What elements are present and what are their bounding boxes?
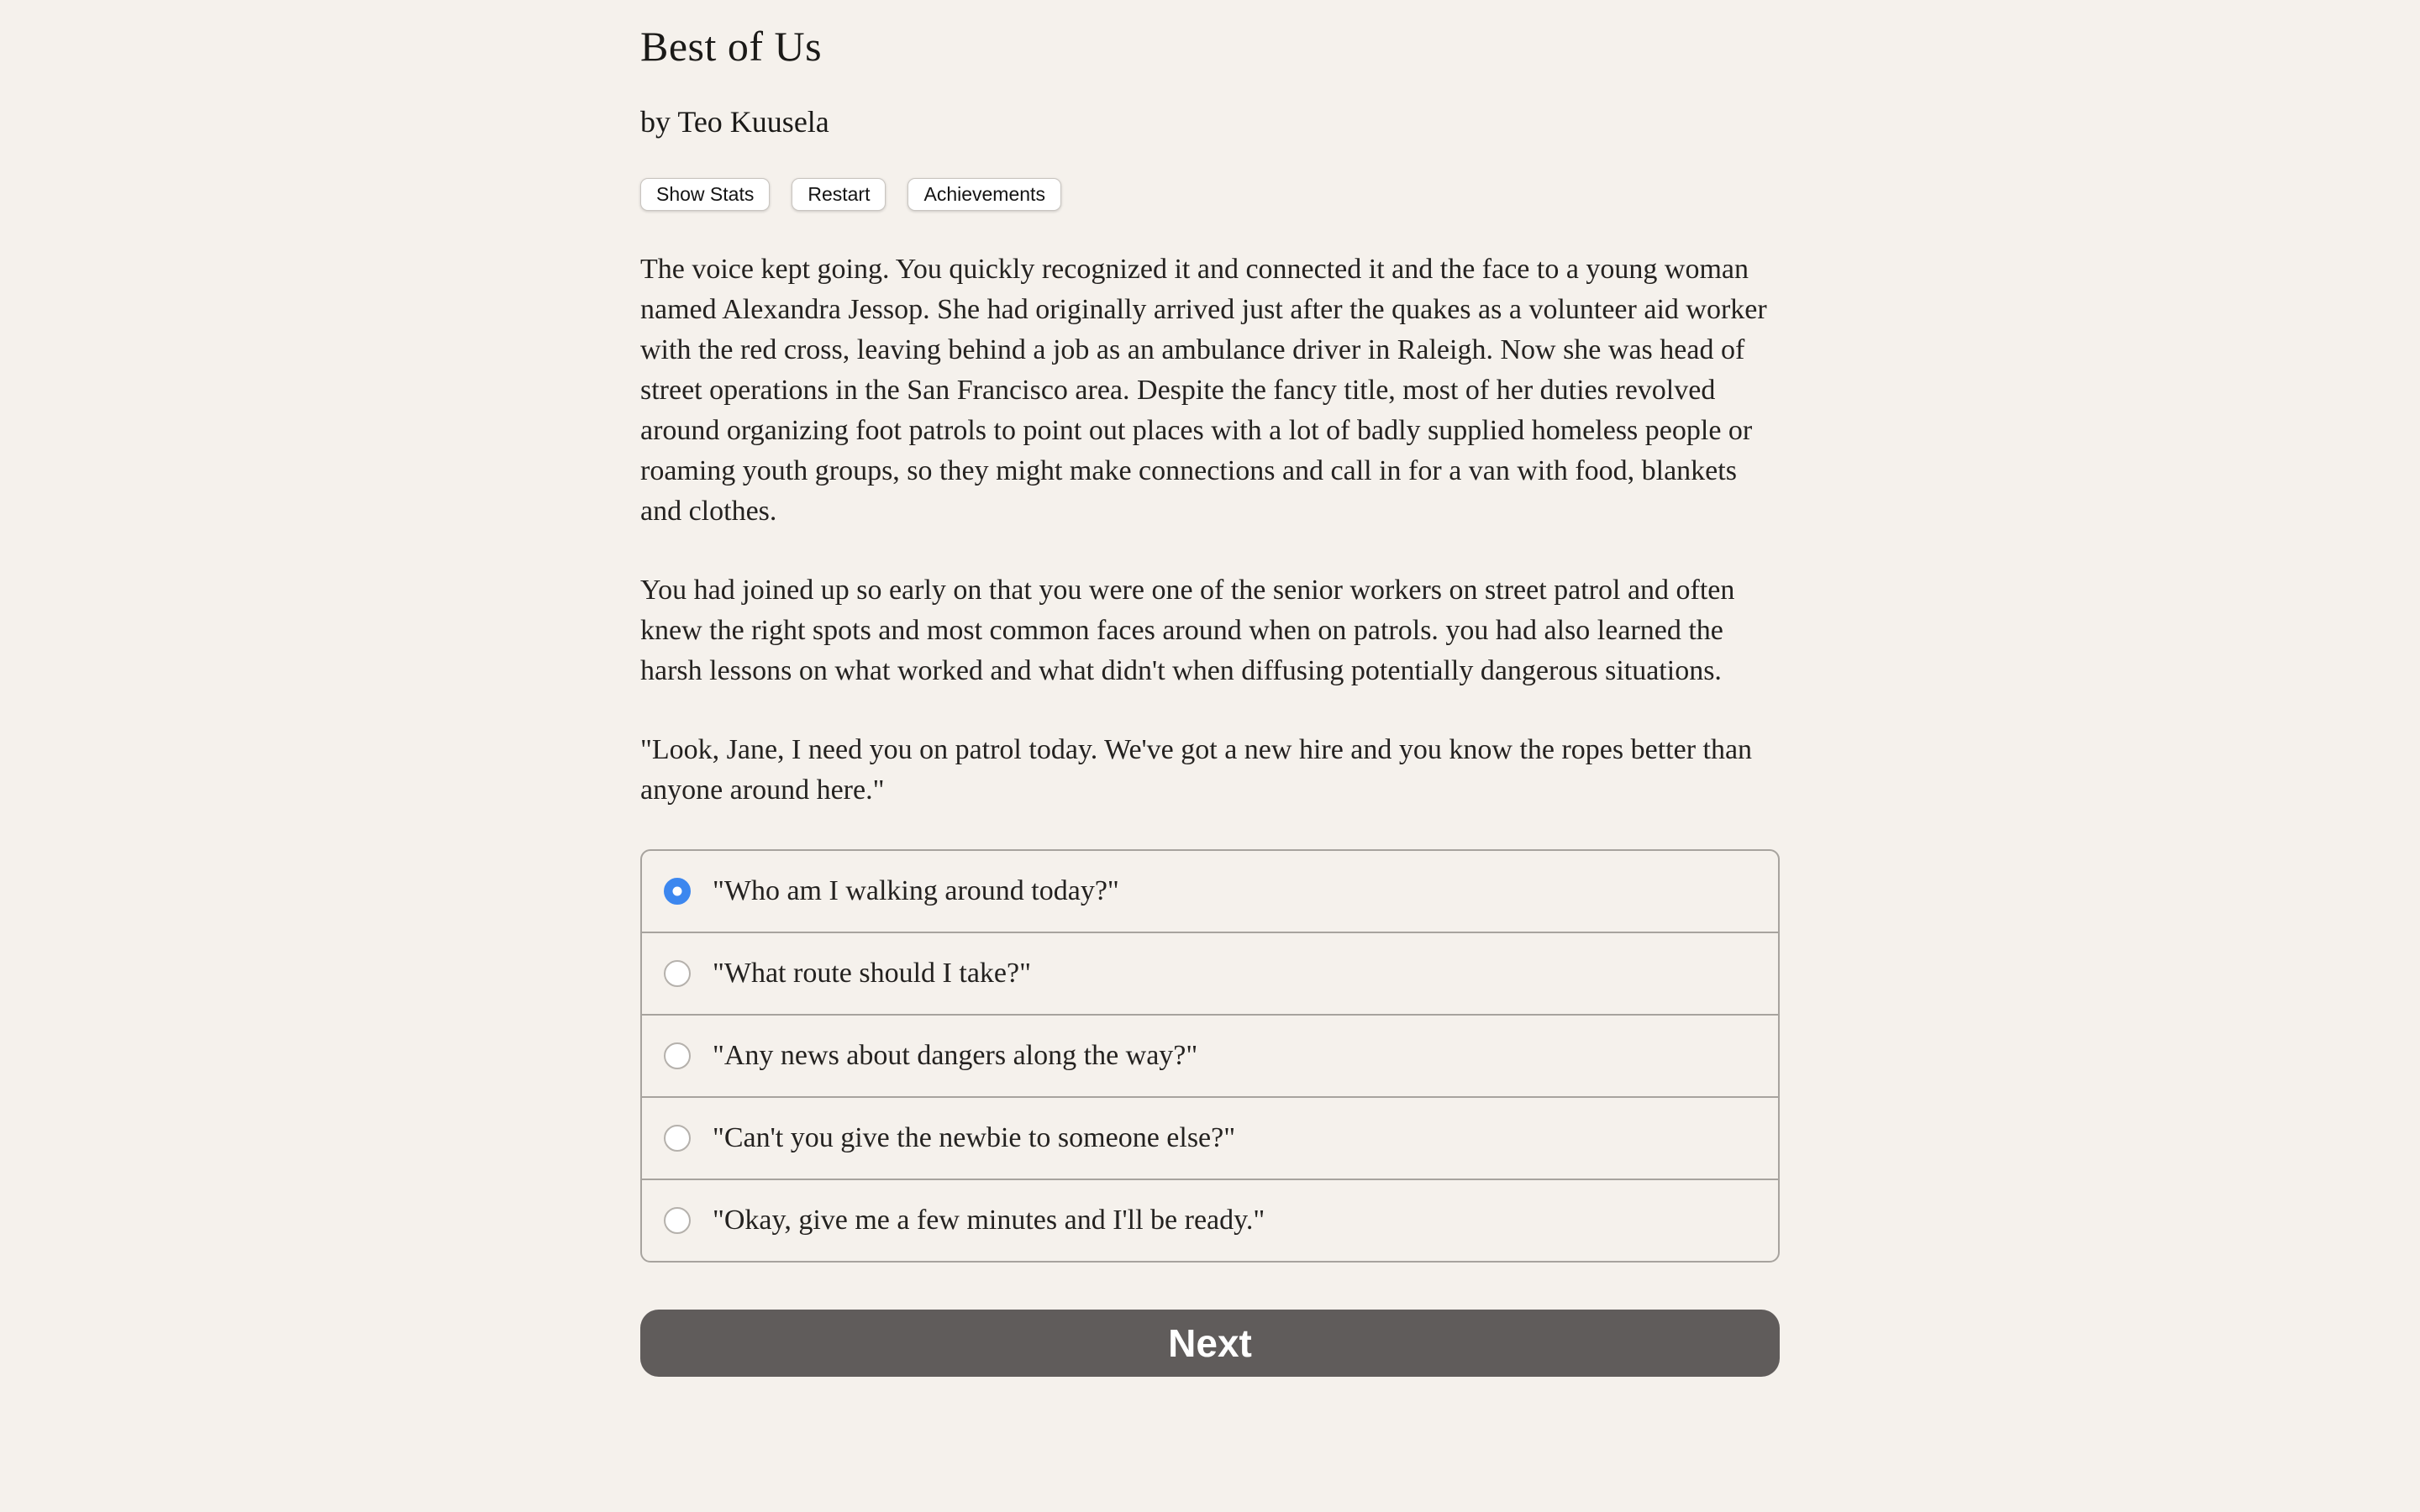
choice-label: "What route should I take?" — [713, 958, 1031, 990]
next-button[interactable]: Next — [640, 1310, 1780, 1377]
choice-label: "Okay, give me a few minutes and I'll be ready." — [713, 1205, 1265, 1236]
story-paragraph: "Look, Jane, I need you on patrol today. We've got a new hire and you know the ropes better than anyone around here." — [640, 734, 1753, 806]
author-byline: by Teo Kuusela — [640, 105, 829, 139]
radio-button[interactable] — [664, 1207, 691, 1234]
choice-option[interactable] — [642, 1179, 1778, 1261]
page-title: Best of Us — [640, 23, 823, 70]
choice-option[interactable] — [642, 1014, 1778, 1096]
choice-label: "Can't you give the newbie to someone else?" — [713, 1122, 1236, 1154]
restart-button[interactable]: Restart — [792, 178, 886, 211]
choice-option[interactable] — [642, 932, 1778, 1014]
radio-button[interactable] — [664, 878, 691, 905]
radio-button[interactable] — [664, 1042, 691, 1069]
story-paragraph: You had joined up so early on that you were one of the senior workers on street patrol and often knew the right spots and most common faces around when on patrols. you had also learned the harsh lessons on what worked and what didn't when diffusing potentially dangerous situations. — [640, 575, 1735, 687]
radio-button[interactable] — [664, 1125, 691, 1152]
achievements-button[interactable]: Achievements — [908, 178, 1060, 211]
show-stats-button[interactable]: Show Stats — [640, 178, 770, 211]
choice-list — [640, 849, 1780, 1263]
choice-option[interactable] — [642, 851, 1778, 932]
radio-button[interactable] — [664, 960, 691, 987]
choice-label: "Any news about dangers along the way?" — [713, 1040, 1198, 1072]
story-paragraph: The voice kept going. You quickly recognized it and connected it and the face to a young woman named Alexandra Jessop. She had originally arrived just after the quakes as a volunteer aid worker with the red cross, leaving behind a job as an ambulance driver in Raleigh. Now she was head of street operations in the San Francisco area. Despite the fancy title, most of her duties revolved around organizing foot patrols to point out places with a lot of badly supplied homeless people or roaming youth groups, so they might make connections and call in for a van with food, blankets and clothes. — [640, 254, 1767, 528]
story-page — [640, 0, 1780, 1377]
choice-label: "Who am I walking around today?" — [713, 875, 1119, 907]
choice-option[interactable] — [642, 1096, 1778, 1179]
toolbar — [640, 178, 1780, 211]
